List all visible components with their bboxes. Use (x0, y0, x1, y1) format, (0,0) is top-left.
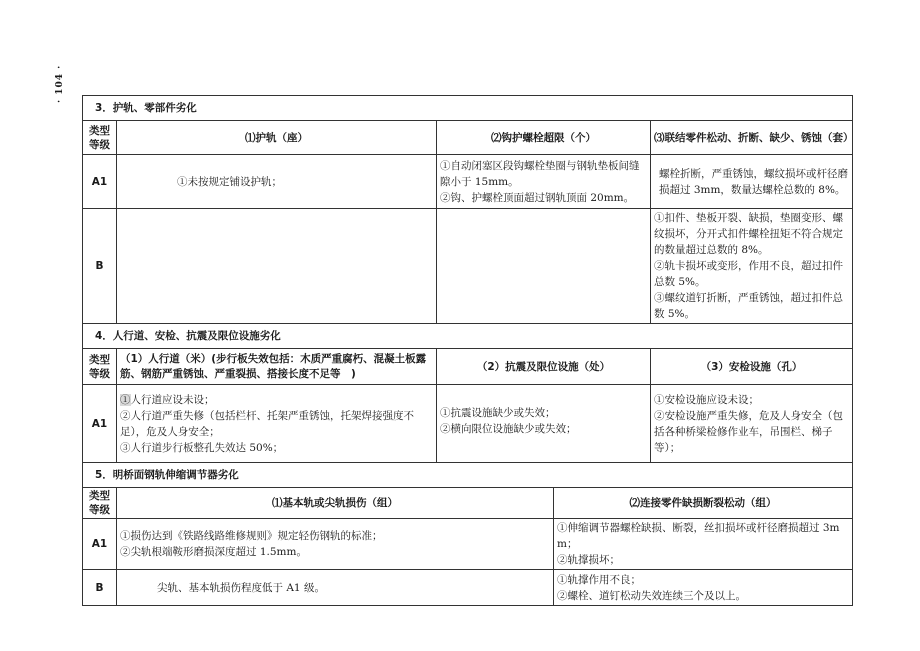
s4-col-inspection: （3）安检设施（孔） (651, 349, 853, 385)
level-label: A1 (83, 519, 117, 570)
s3-b-hook-bolt (437, 209, 651, 324)
s5-b-rail-damage: 尖轨、基本轨损伤程度低于 A1 级。 (117, 570, 554, 606)
type-level-header: 类型 等级 (83, 488, 117, 519)
type-level-header: 类型 等级 (83, 121, 117, 155)
s3-a1-guard-rail: ①未按规定铺设护轨； (117, 155, 437, 209)
s5-col-rail-damage: ⑴基本轨或尖轨损伤（组） (117, 488, 554, 519)
level-label: A1 (83, 385, 117, 463)
s3-a1-hook-bolt: ①自动闭塞区段钩螺栓垫圈与钢轨垫板间缝隙小于 15mm。 ②钩、护螺栓顶面超过钢轨顶面 20mm。 (437, 155, 651, 209)
s3-a1-fasteners: 螺栓折断，严重锈蚀，螺纹损坏或杆径磨损超过 3mm，数量达螺栓总数的 8%。 (651, 155, 853, 209)
level-label: B (83, 209, 117, 324)
section-3-title: 3．护轨、零部件劣化 (83, 96, 853, 121)
defect-table (82, 95, 853, 606)
s5-a1-rail-damage: ①损伤达到《铁路线路维修规则》规定轻伤钢轨的标准； ②尖轨根端鞍形磨损深度超过 1.5mm。 (117, 519, 554, 570)
s5-b-connectors: ①轨撑作用不良； ②螺栓、道钉松动失效连续三个及以上。 (554, 570, 853, 606)
s3-col-fasteners: ⑶联结零件松动、折断、缺少、锈蚀（套） (651, 121, 853, 155)
s4-col-seismic: （2）抗震及限位设施（处） (437, 349, 651, 385)
s5-col-connectors: ⑵连接零件缺损断裂松动（组） (554, 488, 853, 519)
s4-a1-walkway: ①人行道应设未设； ②人行道严重失修（包括栏杆、托架严重锈蚀，托架焊接强度不足），危及人身安全； ③人行道步行板整孔失效达 50%； (117, 385, 437, 463)
section-5-title: 5．明桥面钢轨伸缩调节器劣化 (83, 463, 853, 488)
level-label: A1 (83, 155, 117, 209)
s3-b-guard-rail (117, 209, 437, 324)
s4-a1-inspection: ①安检设施应设未设； ②安检设施严重失修，危及人身安全（包括各种桥梁检修作业车，吊围栏、梯子等）； (651, 385, 853, 463)
highlight-mark: ① (120, 393, 131, 406)
level-label: B (83, 570, 117, 606)
s3-col-hook-bolt: ⑵钩护螺栓超限（个） (437, 121, 651, 155)
s3-b-fasteners: ①扣件、垫板开裂、缺损，垫圈变形、螺纹损坏，分开式扣件螺栓扭矩不符合规定的数量超过总数的 8%。 ②轨卡损坏或变形，作用不良，超过扣件总数 5%。 ③螺纹道钉折断，严重锈蚀，超过扣件总数 5%。 (651, 209, 853, 324)
type-level-header: 类型 等级 (83, 349, 117, 385)
section-4-title: 4．人行道、安检、抗震及限位设施劣化 (83, 324, 853, 349)
s4-a1-seismic: ①抗震设施缺少或失效； ②横向限位设施缺少或失效； (437, 385, 651, 463)
s5-a1-connectors: ①伸缩调节器螺栓缺损、断裂，丝扣损坏或杆径磨损超过 3mm； ②轨撑损坏； (554, 519, 853, 570)
s4-col-walkway: （1）人行道（米）(步行板失效包括：木质严重腐朽、混凝土板露筋、钢筋严重锈蚀、严重裂损、搭接长度不足等 ) (117, 349, 437, 385)
page-number: · 104 · (55, 64, 65, 104)
s3-col-guard-rail: ⑴护轨（座） (117, 121, 437, 155)
